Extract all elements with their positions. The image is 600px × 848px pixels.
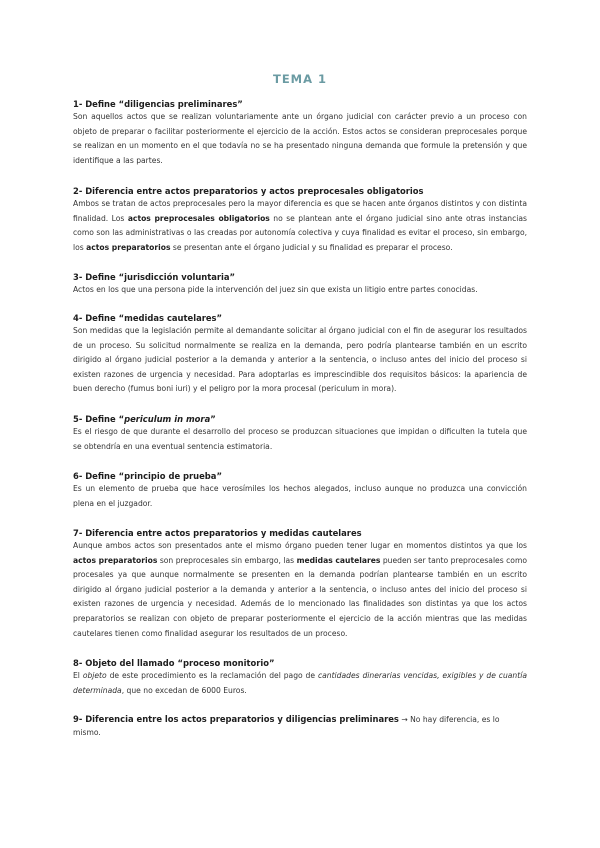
answer-8: El objeto de este procedimiento es la reclamación del pago de cantidades dinerarias vencidas, exigibles y de cuantía determinada, que no excedan de 6000 Euros. (73, 671, 527, 695)
section-2 (73, 185, 527, 255)
question-9: 9- Diferencia entre los actos preparatorios y diligencias preliminares → No hay diferencia, es lo mismo. (73, 714, 500, 737)
question-8: 8- Objeto del llamado “proceso monitorio” (73, 658, 275, 668)
question-1: 1- Define “diligencias preliminares” (73, 99, 243, 109)
answer-9: No hay diferencia, es lo mismo. (73, 715, 500, 737)
section-6 (73, 470, 527, 511)
answer-5: Es el riesgo de que durante el desarrollo del proceso se produzcan situaciones que impidan o dificulten la tutela que se obtendría en una eventual sentencia estimatoria. (73, 427, 527, 451)
answer-6: Es un elemento de prueba que hace verosímiles los hechos alegados, incluso aunque no produzca una convicción plena en el juzgador. (73, 484, 527, 508)
section-8 (73, 657, 527, 698)
answer-3: Actos en los que una persona pide la intervención del juez sin que exista un litigio entre partes conocidas. (73, 285, 478, 294)
answer-1: Son aquellos actos que se realizan voluntariamente ante un órgano judicial con carácter previo a un proceso con objeto de preparar o facilitar posteriormente el ejercicio de la acción. Estos actos se consideran preprocesales porque se realizan en un momento en el que todavía no se ha presentado ninguna demanda que formule la pretensión y que identifique a las partes. (73, 112, 527, 165)
section-7 (73, 527, 527, 641)
section-4 (73, 312, 527, 397)
question-7: 7- Diferencia entre actos preparatorios y medidas cautelares (73, 528, 362, 538)
section-5 (73, 413, 527, 454)
answer-7: Aunque ambos actos son presentados ante el mismo órgano pueden tener lugar en momentos distintos ya que los actos preparatorios son preprocesales sin embargo, las medidas cautelares pueden ser tanto preprocesales como procesales ya que aunque normalmente se presenten en la demanda podrían plantearse también en un escrito dirigido al órgano judicial posterior a la demanda y anterior a la sentencia, o incluso antes del inicio del proceso si existen razones de urgencia y necesidad. Además de lo mencionado las finalidades son distintas ya que los actos preparatorios se realizan con objeto de preparar posteriormente el ejercicio de la acción mientras que las medidas cautelares tienen como finalidad asegurar los resultados de un proceso. (73, 541, 527, 638)
answer-4: Son medidas que la legislación permite al demandante solicitar al órgano judicial con el fin de asegurar los resultados de un proceso. Su solicitud normalmente se realiza en la demanda, pero podría plantearse también en un escrito dirigido al órgano judicial posterior a la demanda y anterior a la sentencia, o incluso antes del inicio del proceso si existen razones de urgencia y necesidad. Para adoptarlas es imprescindible dos requisitos básicos: la apariencia de buen derecho (fumus boni iuri) y el peligro por la mora procesal (periculum in mora). (73, 326, 527, 394)
page-title: TEMA 1 (272, 72, 328, 86)
question-5: 5- Define “periculum in mora” (73, 414, 216, 424)
question-2: 2- Diferencia entre actos preparatorios y actos preprocesales obligatorios (73, 186, 424, 196)
answer-2: Ambos se tratan de actos preprocesales pero la mayor diferencia es que se hacen ante órganos distintos y con distinta finalidad. Los actos preprocesales obligatorios no se plantean ante el órgano judicial sino ante otras instancias como son las administrativas o las creadas por autonomía colectiva y cuya finalidad es evitar el proceso, sin embargo, los actos preparatorios se presentan ante el órgano judicial y su finalidad es preparar el proceso. (73, 199, 528, 252)
section-1 (73, 98, 527, 168)
section-9 (73, 713, 527, 739)
question-4: 4- Define “medidas cautelares” (73, 313, 223, 323)
section-3 (73, 271, 527, 298)
question-6: 6- Define “principio de prueba” (73, 471, 222, 481)
question-3: 3- Define “jurisdicción voluntaria” (73, 272, 236, 282)
